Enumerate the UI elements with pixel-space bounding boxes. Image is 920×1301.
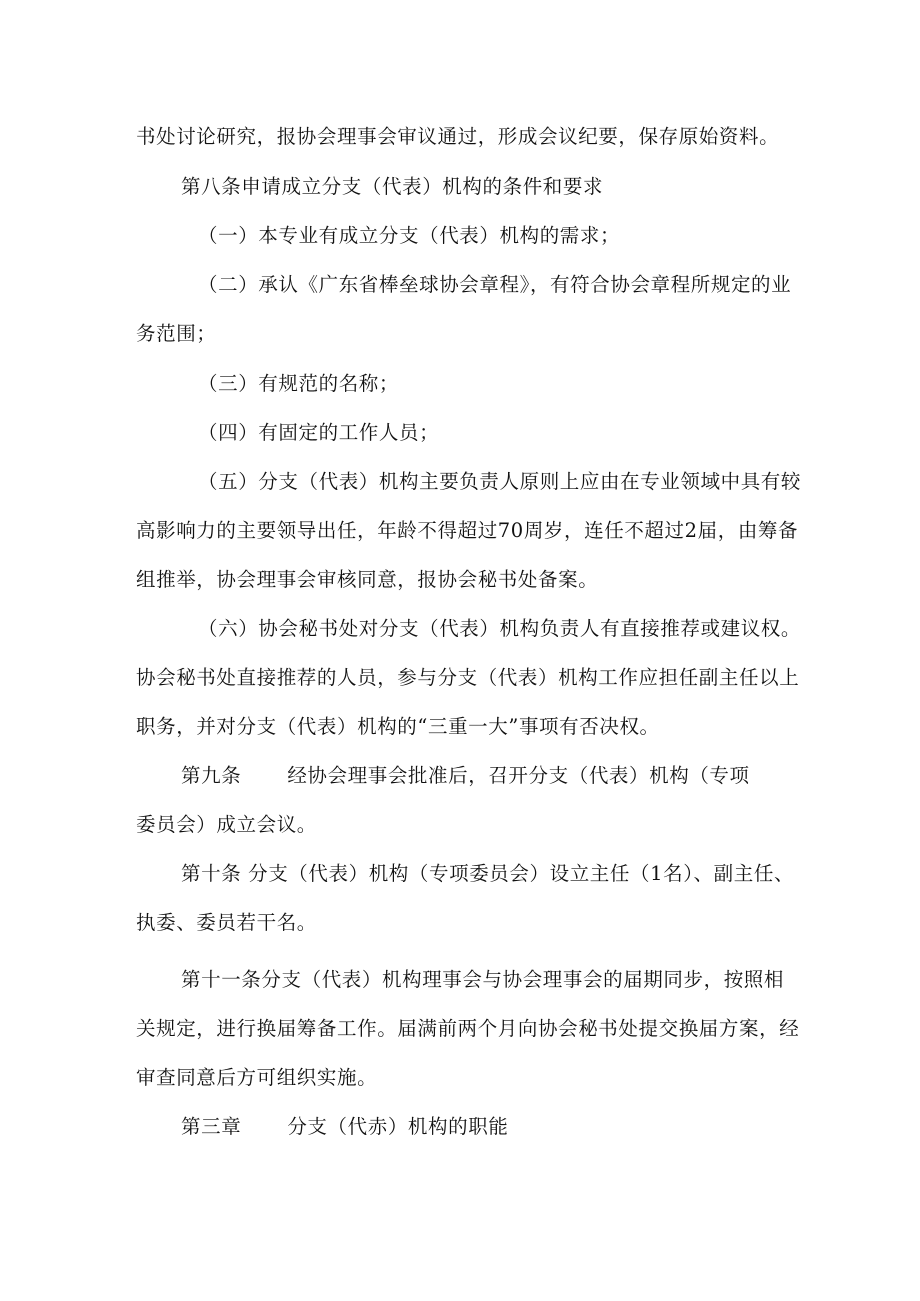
- item-4: （四）有固定的工作人员；: [198, 421, 440, 444]
- item-6-continued-2: 职务，并对分支（代表）机构的“三重一大”事项有否决权。: [136, 715, 660, 738]
- article-10: 第十条 分支（代表）机构（专项委员会）设立主任（1名）、副主任、: [181, 862, 795, 885]
- chapter-3-label: 第三章: [181, 1115, 242, 1138]
- article-8-heading: 第八条申请成立分支（代表）机构的条件和要求: [181, 175, 604, 198]
- item-5-continued-2: 组推举，协会理事会审核同意，报协会秘书处备案。: [136, 568, 599, 591]
- article-9: [181, 763, 750, 789]
- item-6: （六）协会秘书处对分支（代表）机构负责人有直接推荐或建议权。: [198, 617, 802, 640]
- item-1: （一）本专业有成立分支（代表）机构的需求；: [198, 224, 621, 247]
- item-2-continued: 务范围；: [136, 322, 217, 345]
- article-11-continued-1: 关规定，进行换届筹备工作。届满前两个月向协会秘书处提交换届方案，经: [136, 1017, 800, 1040]
- item-2: （二）承认《广东省棒垒球协会章程》，有符合协会章程所规定的业: [198, 273, 792, 296]
- item-6-continued-1: 协会秘书处直接推荐的人员，参与分支（代表）机构工作应担任副主任以上: [136, 666, 800, 689]
- text-line-1: 书处讨论研究，报协会理事会审议通过，形成会议纪要，保存原始资料。: [136, 125, 780, 148]
- chapter-3-heading: [181, 1114, 508, 1140]
- article-9-continued: 委员会）成立会议。: [136, 813, 317, 836]
- article-11-continued-2: 审查同意后方可组织实施。: [136, 1066, 378, 1089]
- item-3: （三）有规范的名称；: [198, 372, 400, 395]
- article-9-label: 第九条: [181, 764, 242, 787]
- article-11: 第十一条分支（代表）机构理事会与协会理事会的届期同步，按照相: [181, 968, 785, 991]
- chapter-3-title: 分支（代赤）机构的职能: [287, 1115, 509, 1138]
- article-9-text: 经协会理事会批准后，召开分支（代表）机构（专项: [287, 764, 750, 787]
- item-5: （五）分支（代表）机构主要负责人原则上应由在专业领域中具有较: [198, 470, 802, 493]
- article-10-continued: 执委、委员若干名。: [136, 911, 317, 934]
- item-5-continued-1: 高影响力的主要领导出任，年龄不得超过70周岁，连任不超过2届，由筹备: [136, 519, 799, 542]
